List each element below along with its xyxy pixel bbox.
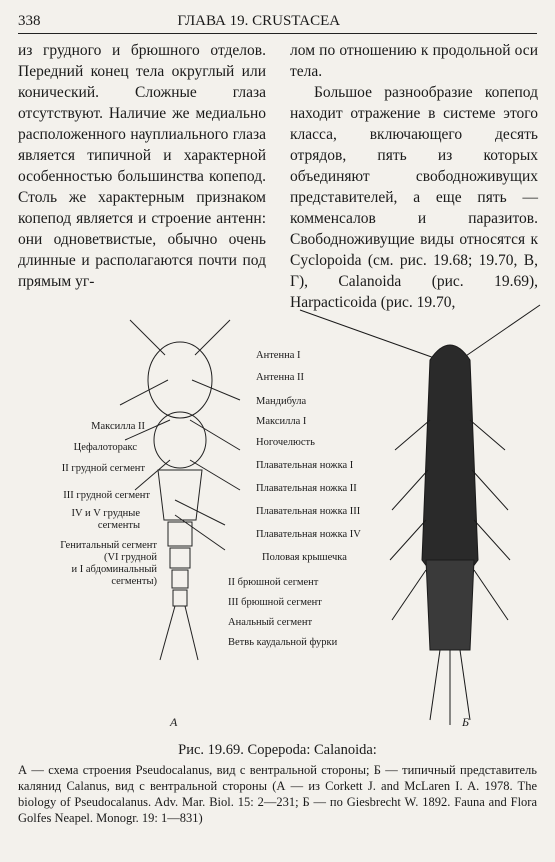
right-paragraph-1: лом по отношению к продольной оси тела.: [290, 42, 538, 80]
page-header: [18, 8, 537, 30]
label-swim-leg-4: Плавательная ножка IV: [256, 529, 361, 540]
caption-title: Рис. 19.69. Copepoda: Calanoida:: [178, 742, 377, 758]
label-maxilla-2: Максилла II: [91, 421, 145, 432]
label-maxilla-1: Максилла I: [256, 416, 307, 427]
right-column: [290, 40, 538, 313]
label-abdominal-segment-2: II брюшной сегмент: [228, 577, 319, 588]
label-thoracic-segment-2: II грудной сегмент: [61, 463, 145, 474]
label-genital-segment: Генитальный сегмент: [60, 540, 157, 551]
page-number: 338: [18, 13, 41, 29]
label-swim-leg-1: Плавательная ножка I: [256, 460, 354, 471]
label-abdominal-segment-3: III брюшной сегмент: [228, 597, 322, 608]
label-genital-segment-line3: и I абдоминальный: [71, 564, 157, 575]
label-thoracic-segments-4-5-cont: сегменты: [97, 520, 140, 531]
label-genital-segment-line2: (VI грудной: [103, 552, 157, 563]
label-swim-leg-3: Плавательная ножка III: [256, 506, 361, 517]
label-thoracic-segments-4-5: IV и V грудные: [71, 508, 140, 519]
label-cephalothorax: Цефалоторакс: [73, 442, 137, 453]
figure-drawing: [0, 300, 555, 740]
label-antenna-1: Антенна I: [256, 350, 301, 361]
left-paragraph: из грудного и брюшного отделов. Передний конец тела округлый или конический. Сложные глаза отсутствуют. Наличие же медиально расположенного науплиального глаза является типичной и характерной особенностью большинства копепод. Столь же характерным признаком копепод является и строение антенн: они одноветвистые, обычно очень длинные и располагаются почти под прямым уг-: [18, 42, 266, 290]
label-swim-leg-2: Плавательная ножка II: [256, 483, 357, 494]
label-genital-operculum: Половая крышечка: [262, 552, 347, 563]
letter-b: Б: [462, 715, 470, 729]
left-column: [18, 40, 266, 292]
right-paragraph-2: Большое разнообразие копепод находит отражение в системе этого класса, включающего десять отрядов, пять из которых объединяют свободноживущих представителей, а еще пять — комменсалов и паразитов. Свободноживущие виды относятся к Cyclopoida (см. рис. 19.68; 19.70, В, Г), Calanoida (рис. 19.69), Harpacticoida (рис. 19.70,: [290, 84, 538, 311]
running-title: ГЛАВА 19. CRUSTACEA: [177, 13, 341, 29]
label-caudal-ramus: Ветвь каудальной фурки: [228, 637, 338, 648]
figure-19-69: [0, 300, 555, 740]
label-maxilliped: Ногочелюсть: [256, 437, 315, 448]
label-mandible: Мандибула: [256, 396, 307, 407]
label-antenna-2: Антенна II: [256, 372, 304, 383]
label-anal-segment: Анальный сегмент: [228, 617, 313, 628]
letter-a: А: [170, 715, 178, 729]
caption-body: А — схема строения Pseudocalanus, вид с вентральной стороны; Б — типичный представитель калянид Calanus, вид с вентральной стороны (А — из Corkett J. and McLaren I. A. 1978. The biology of Pseudocalanus. Adv. Mar. Biol. 15: 2—231; Б — по Giesbrecht W. 1892. Fauna and Flora Golfes Neapel. Monogr. 19: 1—831): [18, 763, 537, 825]
header-rule: [18, 33, 537, 34]
label-genital-segment-line4: сегменты): [111, 576, 157, 587]
label-thoracic-segment-3: III грудной сегмент: [63, 490, 150, 501]
